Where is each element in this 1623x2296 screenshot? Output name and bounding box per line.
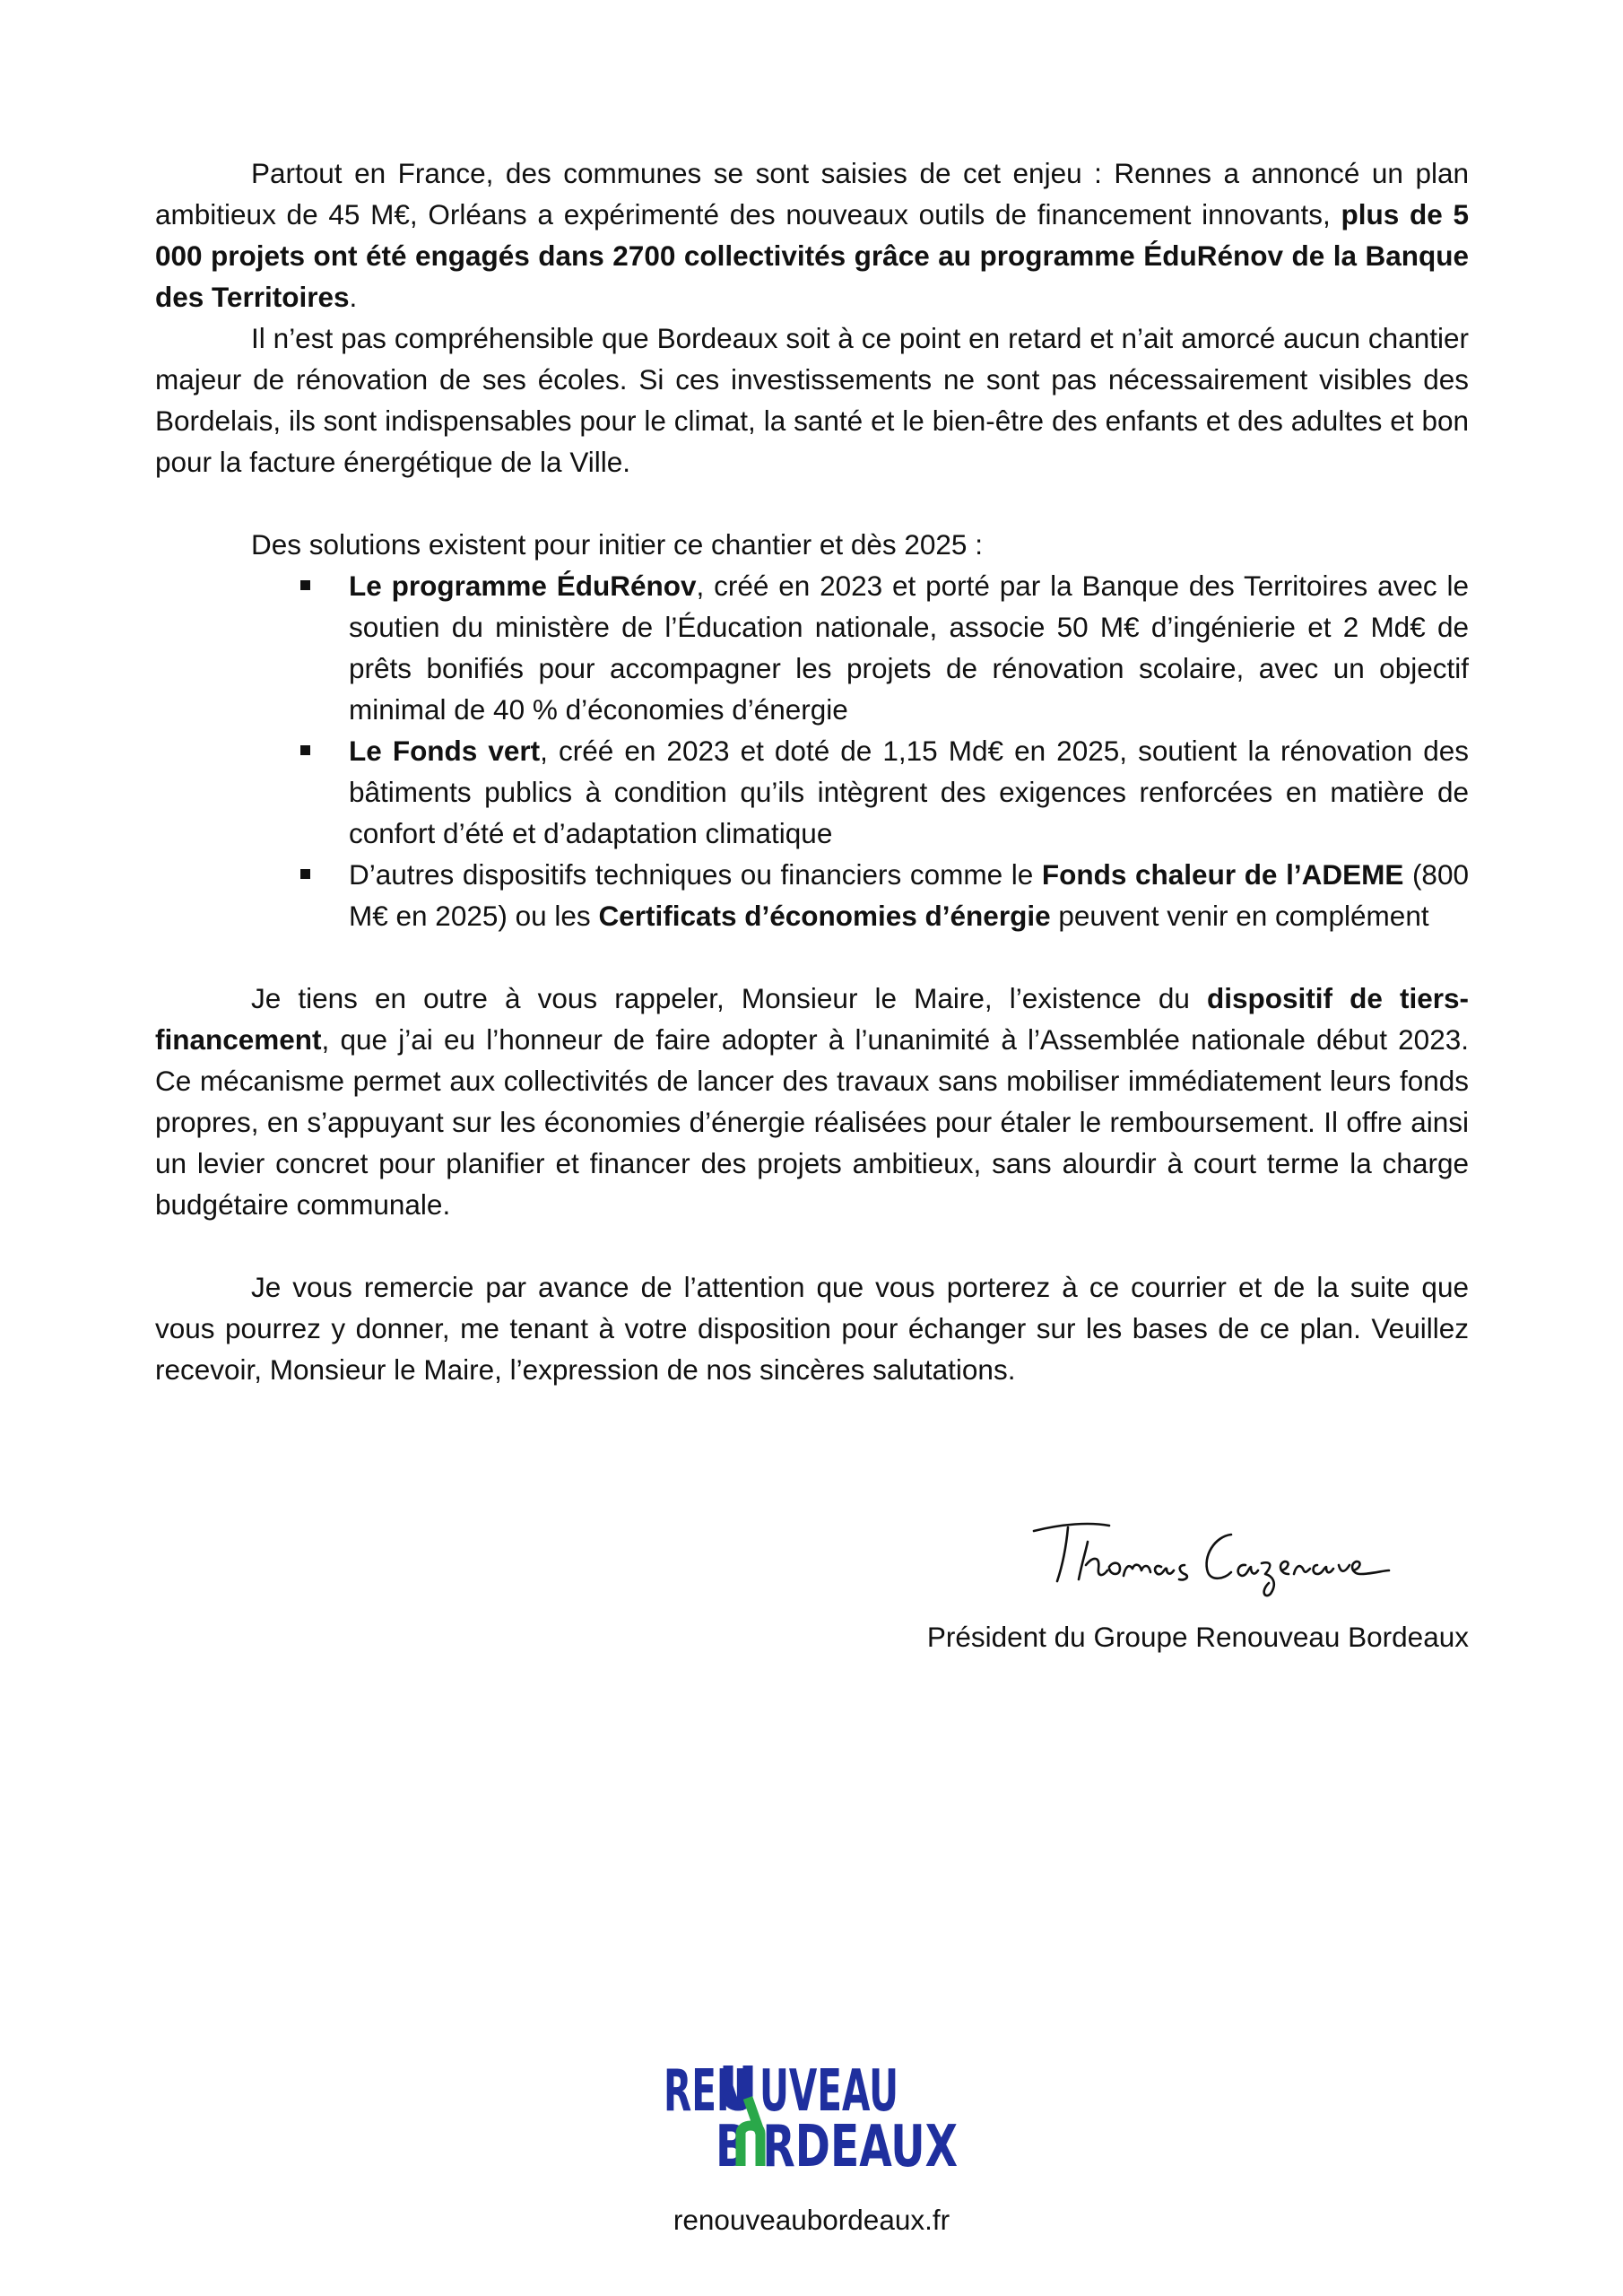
list-item-text: , créé en 2023 et porté par la Banque des Territoires avec le soutien du ministère de l’Éducation nationale, associe 50 M€ d’ingénierie et 2 Md€ de prêts bonifiés pour accompagner les projets de rénovation scolaire, avec un objectif minimal de 40 % d’économies d’énergie xyxy=(349,570,1469,726)
list-item-text: , créé en 2023 et doté de 1,15 Md€ en 2025, soutient la rénovation des bâtiments publics à condition qu’ils intègrent des exigences renforcées en matière de confort d’été et d’adaptation climatique xyxy=(349,735,1469,849)
paragraph-examples xyxy=(155,152,1469,317)
solutions-list xyxy=(155,565,1469,936)
list-item xyxy=(349,854,1469,936)
paragraph-text: , que j’ai eu l’honneur de faire adopter à l’unanimité à l’Assemblée nationale début 2023. Ce mécanisme permet aux collectivités de lancer des travaux sans mobiliser immédiatement leurs fonds propres, en s’appuyant sur les économies d’énergie réalisées pour étaler le remboursement. Il offre ainsi un levier concret pour planifier et financer des projets ambitieux, sans alourdir à court terme la charge budgétaire communale. xyxy=(155,1023,1469,1221)
paragraph-closing: Je vous remercie par avance de l’attention que vous porterez à ce courrier et de la suite que vous pourrez y donner, me tenant à votre disposition pour échanger sur les bases de ce plan. Veuillez recevoir, Monsieur le Maire, l’expression de nos sincères salutations. xyxy=(155,1271,1469,1386)
website-link[interactable]: renouveaubordeaux.fr xyxy=(673,2204,950,2236)
list-item-bold: Fonds chaleur de l’ADEME xyxy=(1041,858,1404,891)
paragraph-text: Je tiens en outre à vous rappeler, Monsieur le Maire, l’existence du xyxy=(251,982,1208,1014)
list-item-text: (800 M€ en 2025) ou les xyxy=(349,858,1469,932)
svg-text:REN UVEAU: REN UVEAU xyxy=(664,2058,898,2125)
paragraph-solutions-intro: Des solutions existent pour initier ce chantier et dès 2025 : xyxy=(251,528,983,561)
list-item-bold: Certificats d’économies d’énergie xyxy=(598,900,1051,932)
bullet-icon xyxy=(300,745,310,755)
list-item-bold: Le Fonds vert xyxy=(349,735,541,767)
paragraph-third-party-financing xyxy=(155,978,1469,1225)
paragraph-text: Partout en France, des communes se sont saisies de cet enjeu : Rennes a annoncé un plan ambitieux de 45 M€, Orléans a expérimenté des nouveaux outils de financement innovants, xyxy=(155,157,1469,230)
list-item-text: peuvent venir en complément xyxy=(1050,900,1429,932)
paragraph-bold-text: plus de 5 000 projets ont été engagés dans 2700 collectivités grâce au programme ÉduRénov de la Banque des Territoires xyxy=(155,198,1469,313)
bullet-icon xyxy=(300,580,310,590)
renouveau-bordeaux-logo xyxy=(664,2058,959,2180)
list-item xyxy=(349,565,1469,730)
signer-title: Président du Groupe Renouveau Bordeaux xyxy=(926,1621,1469,1653)
paragraph-bordeaux-delay: Il n’est pas compréhensible que Bordeaux soit à ce point en retard et n’ait amorcé aucun chantier majeur de rénovation de ses écoles. Si ces investissements ne sont pas nécessairement visibles des Bordelais, ils sont indispensables pour le climat, la santé et le bien-être des enfants et des adultes et bon pour la facture énergétique de la Ville. xyxy=(155,322,1469,478)
bullet-icon xyxy=(300,869,310,879)
letter-body xyxy=(155,152,1469,1390)
handwritten-signature xyxy=(1027,1511,1394,1610)
paragraph-bold-text: dispositif de tiers-financement xyxy=(155,982,1469,1056)
svg-text:B RDEAUX: B RDEAUX xyxy=(716,2114,958,2180)
list-item xyxy=(349,730,1469,854)
list-item-text: D’autres dispositifs techniques ou financiers comme le xyxy=(349,858,1042,891)
paragraph-text: . xyxy=(349,281,358,313)
list-item-bold: Le programme ÉduRénov xyxy=(349,570,697,602)
